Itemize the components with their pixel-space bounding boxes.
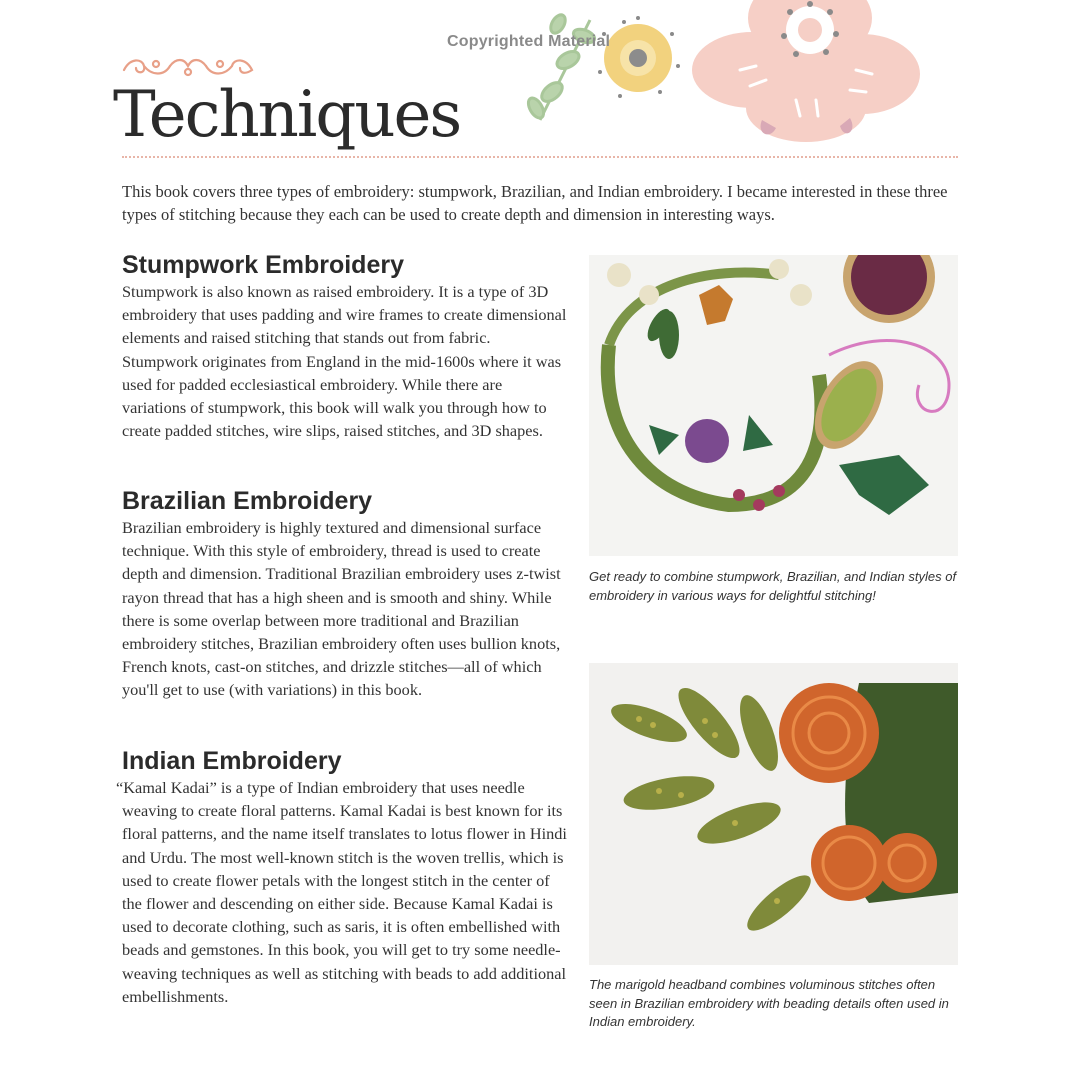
copyright-watermark: Copyrighted Material — [447, 33, 611, 50]
section-heading: Brazilian Embroidery — [122, 487, 373, 515]
embroidery-wreath-photo — [589, 255, 958, 556]
figure-caption: Get ready to combine stumpwork, Brazilian, and Indian styles of embroidery in various ways for delightful stitching! — [589, 569, 957, 603]
intro-paragraph: This book covers three types of embroidery: stumpwork, Brazilian, and Indian embroidery. I became interested in these three types of stitching because they each can be used to create depth and dimension in interesting ways. — [122, 182, 948, 224]
section-stumpwork — [122, 250, 570, 442]
pink-flower — [692, 0, 920, 142]
section-heading: Stumpwork Embroidery — [122, 251, 404, 279]
section-indian — [116, 746, 570, 1008]
section-body: “Kamal Kadai” is a type of Indian embroidery that uses needle weaving to create floral patterns. Kamal Kadai is best known for its floral patterns, and the name itself translates to lotus flower in Hindi and Urdu. The most well-known stitch is the woven trellis, which is used to create flower petals with the longest stitch in the center of the flower and descending on either side. Because Kamal Kadai is used to decorate clothing, such as saris, it is often embellished with beads and gemstones. In this book, you will get to try some needle-weaving techniques as well as stitching with beads to add additional embellishments. — [116, 778, 567, 1006]
page-title: Techniques — [113, 78, 461, 152]
dotted-divider — [122, 156, 958, 158]
section-brazilian — [122, 486, 570, 702]
marigold-headband-photo — [589, 663, 958, 965]
section-heading: Indian Embroidery — [122, 747, 342, 775]
figure-caption: The marigold headband combines voluminous stitches often seen in Brazilian embroidery with beading details often used in Indian embroidery. — [589, 977, 949, 1029]
leaf-sprig — [525, 12, 596, 120]
section-body: Stumpwork is also known as raised embroidery. It is a type of 3D embroidery that uses padding and wire frames to create dimensional elements and raised stitching that stands out from fabric. Stumpwork originates from England in the mid-1600s where it was used for padded ecclesiastical embroidery. While there are variations of stumpwork, this book will walk you through how to create padded stitches, wire slips, raised stitches, and 3D shapes. — [122, 282, 567, 441]
section-body: Brazilian embroidery is highly textured and dimensional surface technique. With this style of embroidery, thread is used to create depth and dimension. Traditional Brazilian embroidery uses z-twist rayon thread that has a high sheen and is smooth and shiny. While there is some overlap between more traditional and Brazilian embroidery stitches, Brazilian embroidery often uses bullion knots, French knots, cast-on stitches, and drizzle stitches—all of which you'll get to use (with variations) in this book. — [122, 518, 561, 700]
yellow-flower — [598, 16, 680, 98]
floral-illustration — [500, 0, 960, 150]
